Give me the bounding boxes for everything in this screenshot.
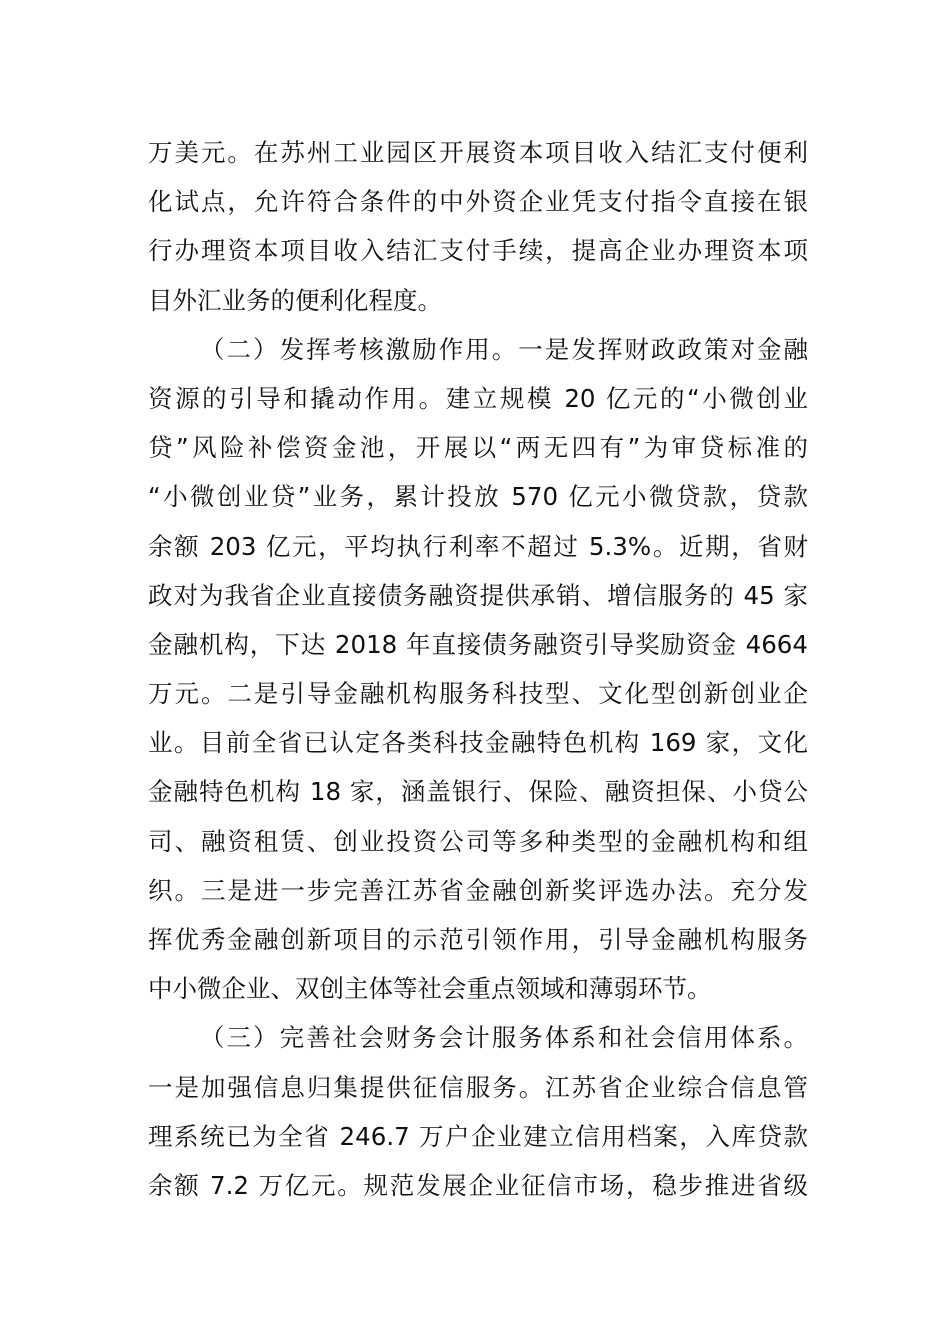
text-line-8: “小微创业贷”业务，累计投放 570 亿元小微贷款，贷款 — [148, 482, 808, 512]
text-line-2: 化试点，允许符合条件的中外资企业凭支付指令直接在银 — [148, 187, 808, 217]
section-heading-2-line: （二）发挥考核激励作用。一是发挥财政政策对金融 — [200, 334, 808, 364]
text-line-18: 中小微企业、双创主体等社会重点领域和薄弱环节。 — [148, 974, 712, 1004]
text-line-22: 余额 7.2 万亿元。规范发展企业征信市场，稳步推进省级 — [148, 1170, 808, 1200]
document-body — [148, 128, 808, 1210]
text-line-15: 司、融资租赁、创业投资公司等多种类型的金融机构和组 — [148, 826, 808, 856]
text-line-1: 万美元。在苏州工业园区开展资本项目收入结汇支付便利 — [148, 138, 808, 167]
text-line-3: 行办理资本项目收入结汇支付手续，提高企业办理资本项 — [148, 236, 808, 266]
text-line-16: 织。三是进一步完善江苏省金融创新奖评选办法。充分发 — [148, 875, 808, 905]
section-heading-3-line: （三）完善社会财务会计服务体系和社会信用体系。 — [200, 1023, 808, 1053]
text-line-17: 挥优秀金融创新项目的示范引领作用，引导金融机构服务 — [148, 925, 808, 954]
text-line-9: 余额 203 亿元，平均执行利率不超过 5.3%。近期，省财 — [148, 531, 808, 561]
text-line-4: 目外汇业务的便利化程度。 — [148, 285, 442, 315]
text-line-12: 万元。二是引导金融机构服务科技型、文化型创新创业企 — [148, 679, 808, 709]
text-line-11: 金融机构，下达 2018 年直接债务融资引导奖励资金 4664 — [148, 629, 808, 659]
text-line-10: 政对为我省企业直接债务融资提供承销、增信服务的 45 家 — [148, 580, 808, 610]
text-line-14: 金融特色机构 18 家，涵盖银行、保险、融资担保、小贷公 — [148, 777, 808, 807]
text-line-7: 贷”风险补偿资金池，开展以“两无四有”为审贷标准的 — [148, 433, 808, 463]
text-line-21: 理系统已为全省 246.7 万户企业建立信用档案，入库贷款 — [148, 1121, 808, 1151]
text-line-20: 一是加强信息归集提供征信服务。江苏省企业综合信息管 — [148, 1072, 808, 1102]
text-line-13: 业。目前全省已认定各类科技金融特色机构 169 家，文化 — [148, 728, 808, 758]
text-line-6: 资源的引导和撬动作用。建立规模 20 亿元的“小微创业 — [148, 383, 808, 413]
